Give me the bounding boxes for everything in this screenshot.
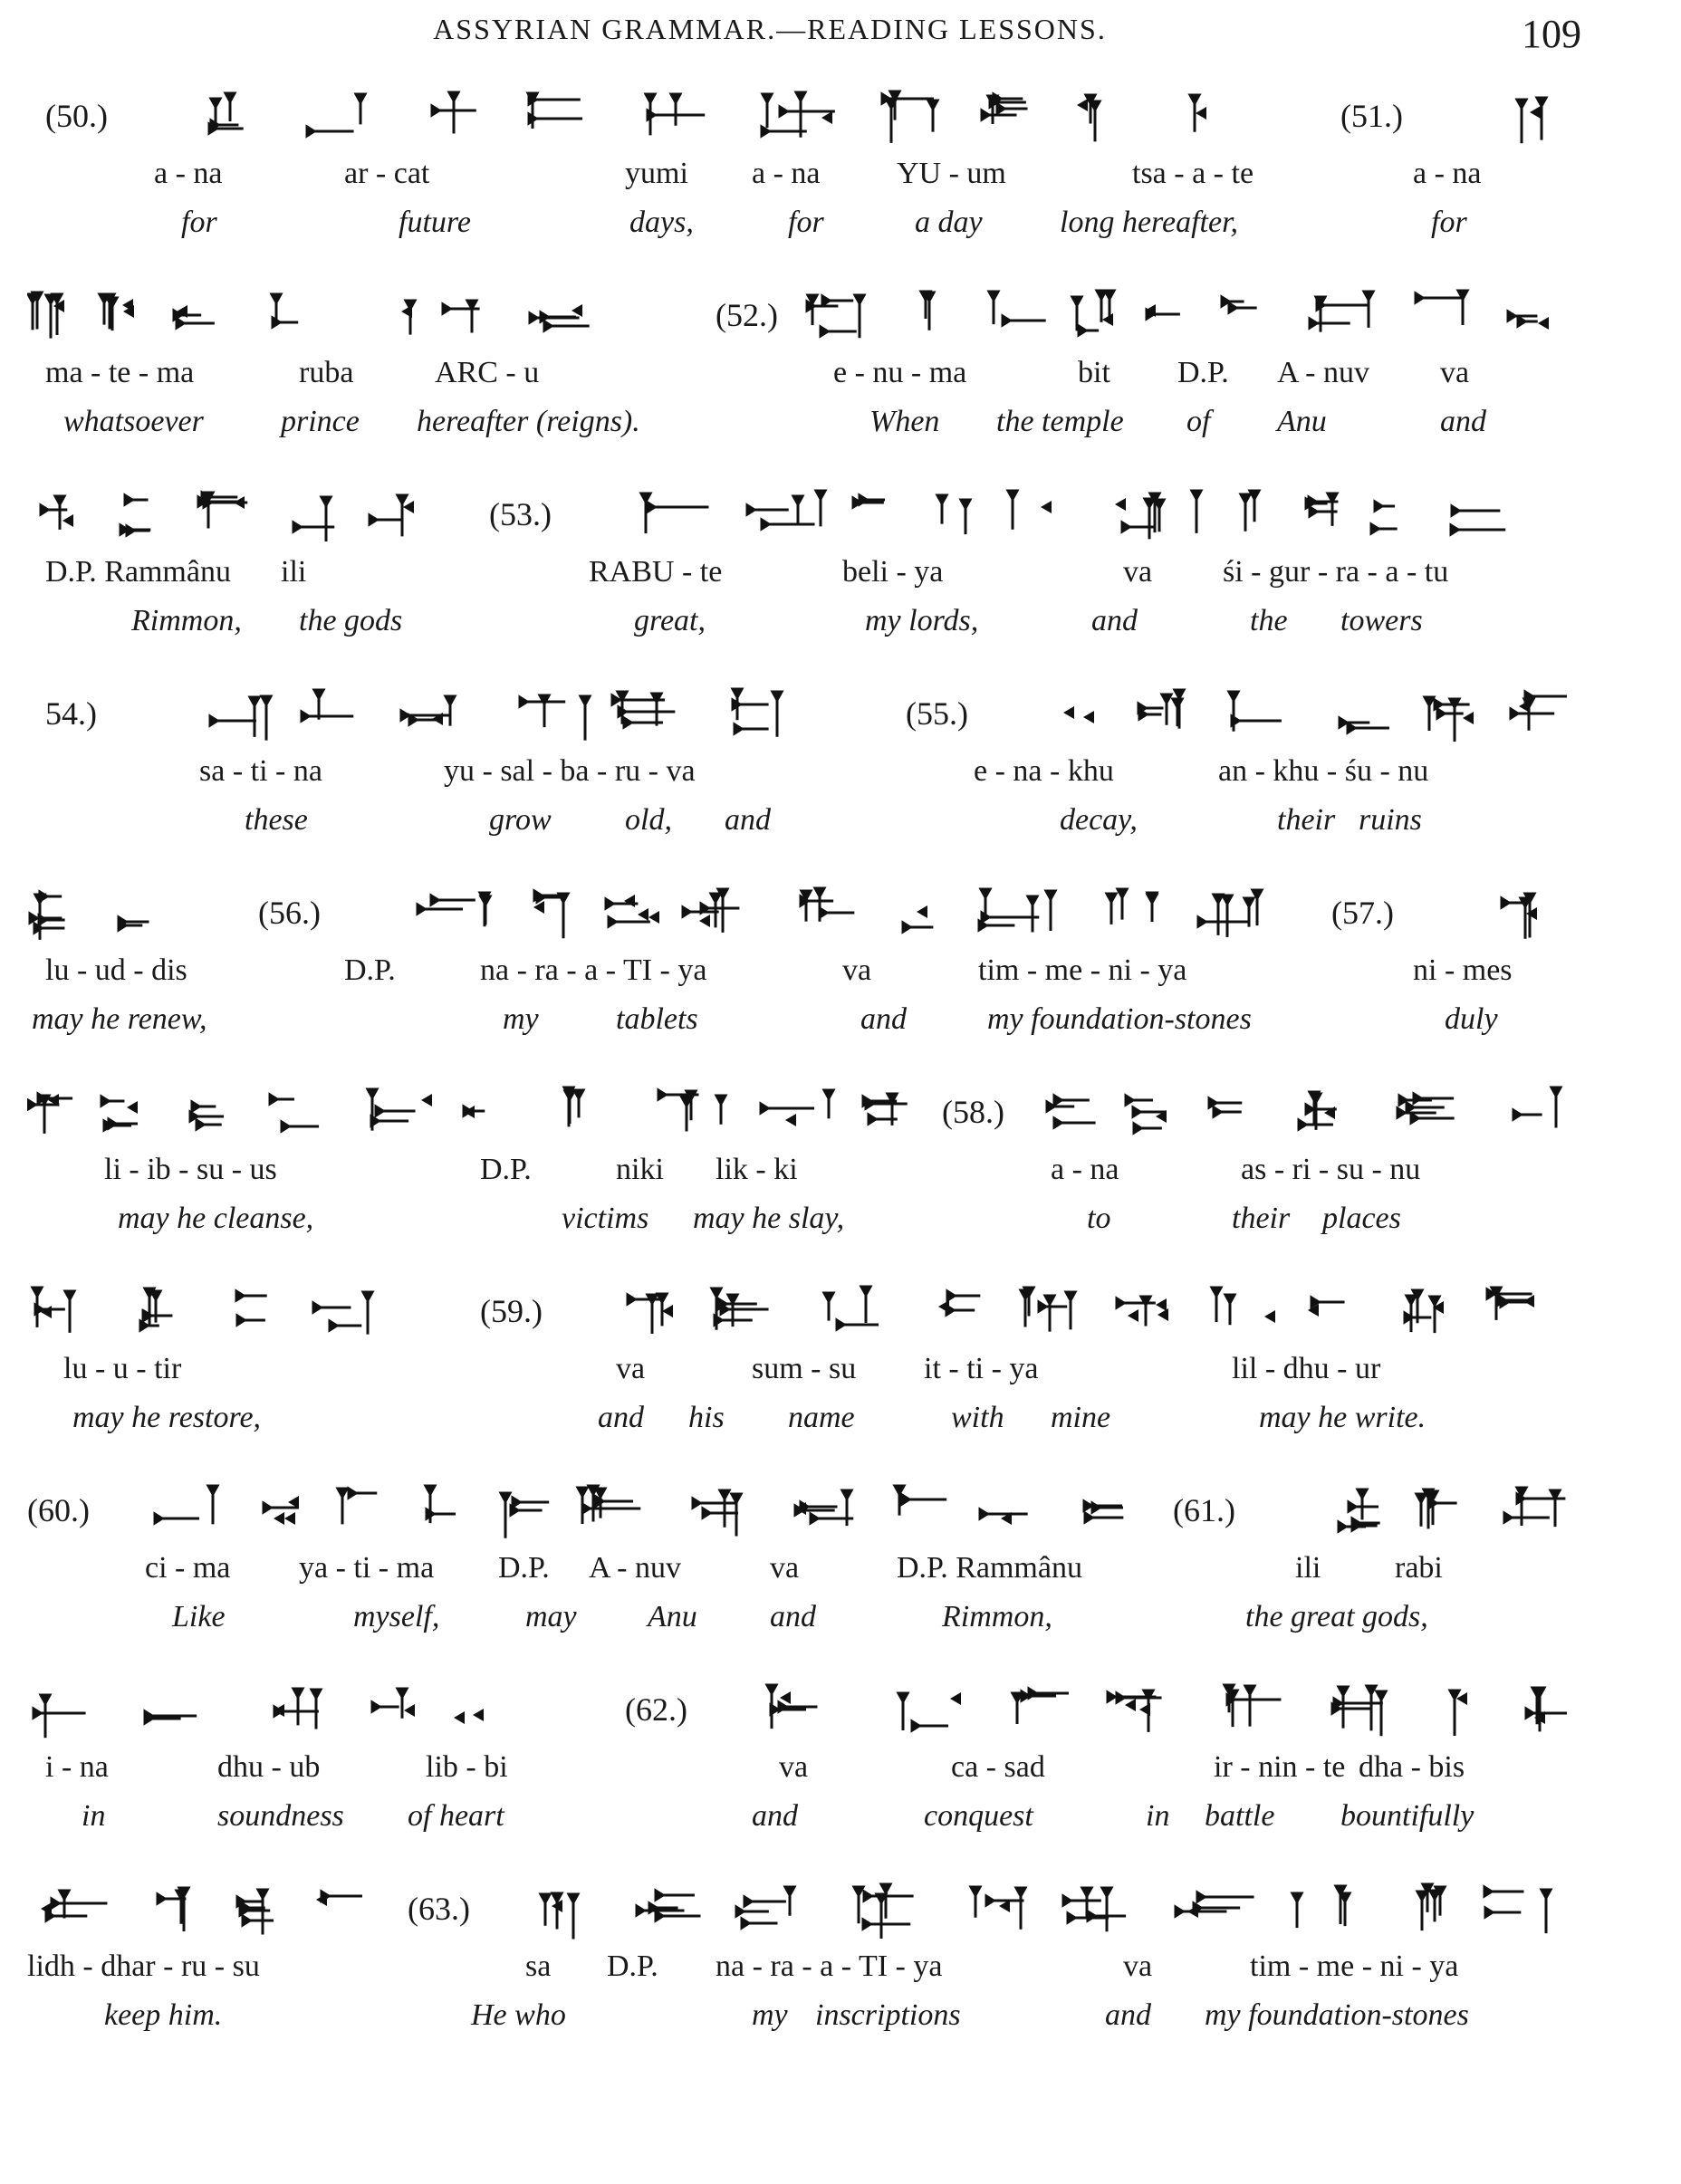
transliteration-word: ci - ma bbox=[145, 1551, 231, 1585]
translation-row bbox=[27, 604, 1567, 658]
transliteration-word: sum - su bbox=[752, 1352, 857, 1385]
translation-word: places bbox=[1322, 1202, 1401, 1235]
translation-word: my foundation-stones bbox=[1205, 1998, 1469, 2032]
transliteration-word: A - nuv bbox=[1277, 356, 1369, 389]
translation-word: may bbox=[525, 1600, 577, 1633]
transliteration-row bbox=[27, 754, 1567, 809]
translation-word: and bbox=[860, 1002, 907, 1036]
translation-row bbox=[27, 1799, 1567, 1854]
transliteration-word: ir - nin - te bbox=[1214, 1750, 1346, 1784]
cuneiform-row bbox=[27, 285, 1567, 358]
translation-word: the gods bbox=[299, 604, 403, 637]
translation-word: the great gods, bbox=[1245, 1600, 1428, 1633]
translation-word: and bbox=[1105, 1998, 1151, 2032]
translation-word: myself, bbox=[353, 1600, 440, 1633]
transliteration-row bbox=[27, 1551, 1567, 1605]
translation-word: in bbox=[82, 1799, 106, 1833]
line-number: (52.) bbox=[716, 297, 778, 333]
transliteration-word: lidh - dhar - ru - su bbox=[27, 1949, 260, 1983]
translation-word: of heart bbox=[408, 1799, 504, 1833]
translation-row bbox=[27, 1002, 1567, 1057]
transliteration-word: va bbox=[616, 1352, 646, 1385]
transliteration-word: lik - ki bbox=[716, 1153, 798, 1186]
transliteration-word: na - ra - a - TI - ya bbox=[480, 953, 707, 987]
translation-word: duly bbox=[1445, 1002, 1498, 1036]
transliteration-word: yu - sal - ba - ru - va bbox=[444, 754, 696, 788]
translation-word: may he write. bbox=[1259, 1401, 1426, 1434]
translation-row bbox=[27, 1998, 1567, 2053]
translation-word: long hereafter, bbox=[1060, 206, 1239, 239]
translation-word: future bbox=[399, 206, 471, 239]
transliteration-word: dha - bis bbox=[1359, 1750, 1465, 1784]
translation-word: with bbox=[951, 1401, 1004, 1434]
cuneiform-row bbox=[27, 1281, 1567, 1354]
transliteration-word: a - na bbox=[154, 157, 223, 190]
text-line-group bbox=[27, 1281, 1567, 1471]
line-number: (62.) bbox=[625, 1691, 687, 1728]
transliteration-word: ili bbox=[281, 555, 307, 589]
translation-word: grow bbox=[489, 803, 552, 837]
transliteration-word: yumi bbox=[625, 157, 688, 190]
translation-word: my bbox=[752, 1998, 788, 2032]
transliteration-word: dhu - ub bbox=[217, 1750, 321, 1784]
translation-word: inscriptions bbox=[815, 1998, 961, 2032]
transliteration-word: A - nuv bbox=[589, 1551, 681, 1585]
transliteration-row bbox=[27, 1352, 1567, 1406]
transliteration-word: a - na bbox=[1051, 1153, 1119, 1186]
transliteration-word: ma - te - ma bbox=[45, 356, 195, 389]
running-head: ASSYRIAN GRAMMAR.—READING LESSONS. bbox=[433, 13, 1107, 45]
cuneiform-script bbox=[27, 1879, 1567, 1944]
line-number: (59.) bbox=[480, 1293, 543, 1329]
transliteration-word: e - nu - ma bbox=[833, 356, 967, 389]
transliteration-word: li - ib - su - us bbox=[104, 1153, 277, 1186]
translation-word: whatsoever bbox=[63, 405, 204, 438]
translation-word: old, bbox=[625, 803, 672, 837]
cuneiform-script bbox=[27, 1680, 1567, 1745]
transliteration-word: va bbox=[842, 953, 872, 987]
transliteration-word: va bbox=[770, 1551, 800, 1585]
transliteration-word: ARC - u bbox=[435, 356, 540, 389]
translation-word: may he restore, bbox=[72, 1401, 262, 1434]
cuneiform-row bbox=[27, 1082, 1567, 1154]
cuneiform-script bbox=[27, 484, 1567, 550]
transliteration-word: D.P. bbox=[607, 1949, 658, 1983]
transliteration-word: a - na bbox=[1413, 157, 1482, 190]
translation-word: conquest bbox=[924, 1799, 1033, 1833]
translation-word: may he renew, bbox=[32, 1002, 207, 1036]
translation-word: for bbox=[788, 206, 824, 239]
cuneiform-script bbox=[27, 1082, 1567, 1147]
transliteration-word: D.P. bbox=[344, 953, 396, 987]
translation-word: ruins bbox=[1359, 803, 1422, 837]
transliteration-word: RABU - te bbox=[589, 555, 723, 589]
transliteration-word: va bbox=[1123, 555, 1153, 589]
line-number: (56.) bbox=[258, 895, 321, 931]
text-line-group bbox=[27, 1082, 1567, 1272]
transliteration-word: ca - sad bbox=[951, 1750, 1045, 1784]
transliteration-word: a - na bbox=[752, 157, 821, 190]
translation-word: may he cleanse, bbox=[118, 1202, 314, 1235]
translation-word: for bbox=[181, 206, 217, 239]
translation-word: my bbox=[503, 1002, 539, 1036]
translation-word: for bbox=[1431, 206, 1467, 239]
translation-row bbox=[27, 405, 1567, 459]
translation-word: may he slay, bbox=[693, 1202, 845, 1235]
transliteration-row bbox=[27, 953, 1567, 1008]
translation-word: and bbox=[1440, 405, 1486, 438]
transliteration-word: e - na - khu bbox=[974, 754, 1114, 788]
translation-word: Rimmon, bbox=[942, 1600, 1052, 1633]
translation-word: towers bbox=[1340, 604, 1423, 637]
translation-word: hereafter (reigns). bbox=[417, 405, 640, 438]
translation-word: in bbox=[1146, 1799, 1170, 1833]
transliteration-word: śi - gur - ra - a - tu bbox=[1223, 555, 1449, 589]
translation-word: mine bbox=[1051, 1401, 1111, 1434]
transliteration-word: lib - bi bbox=[426, 1750, 508, 1784]
translation-word: prince bbox=[281, 405, 360, 438]
cuneiform-script bbox=[27, 1281, 1567, 1346]
line-number: (55.) bbox=[906, 695, 968, 732]
transliteration-word: va bbox=[1440, 356, 1470, 389]
line-number: (50.) bbox=[45, 98, 108, 134]
cuneiform-row bbox=[27, 86, 1567, 158]
transliteration-word: va bbox=[1123, 1949, 1153, 1983]
translation-word: these bbox=[245, 803, 308, 837]
transliteration-word: ya - ti - ma bbox=[299, 1551, 435, 1585]
text-line-group bbox=[27, 285, 1567, 475]
translation-word: Anu bbox=[1277, 405, 1327, 438]
text-line-group bbox=[27, 1680, 1567, 1870]
transliteration-word: D.P. Rammânu bbox=[45, 555, 231, 589]
translation-word: Anu bbox=[648, 1600, 697, 1633]
transliteration-word: sa bbox=[525, 1949, 552, 1983]
cuneiform-script bbox=[27, 684, 1567, 749]
transliteration-word: tim - me - ni - ya bbox=[978, 953, 1187, 987]
cuneiform-script bbox=[27, 86, 1567, 151]
translation-word: battle bbox=[1205, 1799, 1275, 1833]
translation-word: Like bbox=[172, 1600, 226, 1633]
transliteration-word: bit bbox=[1078, 356, 1110, 389]
translation-word: their bbox=[1232, 1202, 1291, 1235]
text-line-group bbox=[27, 1879, 1567, 2069]
transliteration-word: D.P. bbox=[1177, 356, 1229, 389]
line-number: (60.) bbox=[27, 1492, 90, 1528]
line-number: (53.) bbox=[489, 496, 552, 532]
transliteration-word: ni - mes bbox=[1413, 953, 1513, 987]
text-line-group bbox=[27, 86, 1567, 276]
transliteration-word: an - khu - śu - nu bbox=[1218, 754, 1429, 788]
transliteration-word: D.P. bbox=[498, 1551, 550, 1585]
translation-word: keep him. bbox=[104, 1998, 223, 2032]
transliteration-word: tsa - a - te bbox=[1132, 157, 1254, 190]
transliteration-word: it - ti - ya bbox=[924, 1352, 1039, 1385]
translation-row bbox=[27, 1202, 1567, 1256]
text-line-group bbox=[27, 484, 1567, 675]
transliteration-row bbox=[27, 1153, 1567, 1207]
cuneiform-row bbox=[27, 1879, 1567, 1951]
line-number: (51.) bbox=[1340, 98, 1403, 134]
translation-row bbox=[27, 803, 1567, 857]
translation-word: and bbox=[770, 1600, 816, 1633]
cuneiform-script bbox=[27, 285, 1567, 350]
translation-word: soundness bbox=[217, 1799, 344, 1833]
text-line-group bbox=[27, 1480, 1567, 1671]
line-number: (57.) bbox=[1331, 895, 1394, 931]
transliteration-word: as - ri - su - nu bbox=[1241, 1153, 1421, 1186]
line-number: (61.) bbox=[1173, 1492, 1235, 1528]
cuneiform-row bbox=[27, 484, 1567, 557]
cuneiform-row bbox=[27, 1480, 1567, 1553]
translation-word: and bbox=[598, 1401, 644, 1434]
translation-word: He who bbox=[471, 1998, 566, 2032]
translation-row bbox=[27, 1401, 1567, 1455]
transliteration-word: D.P. Rammânu bbox=[897, 1551, 1082, 1585]
transliteration-word: va bbox=[779, 1750, 809, 1784]
translation-word: bountifully bbox=[1340, 1799, 1474, 1833]
translation-row bbox=[27, 1600, 1567, 1654]
translation-word: the temple bbox=[996, 405, 1124, 438]
transliteration-word: sa - ti - na bbox=[199, 754, 322, 788]
translation-word: their bbox=[1277, 803, 1336, 837]
transliteration-word: niki bbox=[616, 1153, 664, 1186]
cuneiform-row bbox=[27, 684, 1567, 756]
transliteration-word: na - ra - a - TI - ya bbox=[716, 1949, 943, 1983]
translation-word: days, bbox=[629, 206, 694, 239]
line-number: 54.) bbox=[45, 695, 97, 732]
cuneiform-row bbox=[27, 1680, 1567, 1752]
translation-word: and bbox=[725, 803, 771, 837]
translation-row bbox=[27, 206, 1567, 260]
translation-word: and bbox=[752, 1799, 798, 1833]
cuneiform-row bbox=[27, 883, 1567, 955]
transliteration-word: YU - um bbox=[897, 157, 1006, 190]
transliteration-row bbox=[27, 356, 1567, 410]
transliteration-word: i - na bbox=[45, 1750, 109, 1784]
translation-word: a day bbox=[915, 206, 983, 239]
translation-word: great, bbox=[634, 604, 706, 637]
cuneiform-script bbox=[27, 1480, 1567, 1546]
page-number: 109 bbox=[1522, 12, 1581, 56]
transliteration-row bbox=[27, 555, 1567, 609]
translation-word: his bbox=[688, 1401, 725, 1434]
translation-word: my lords, bbox=[865, 604, 979, 637]
translation-word: Rimmon, bbox=[131, 604, 242, 637]
transliteration-word: tim - me - ni - ya bbox=[1250, 1949, 1459, 1983]
text-line-group bbox=[27, 883, 1567, 1073]
translation-word: name bbox=[788, 1401, 855, 1434]
translation-word: to bbox=[1087, 1202, 1111, 1235]
line-number: (63.) bbox=[408, 1891, 470, 1927]
transliteration-word: ili bbox=[1295, 1551, 1321, 1585]
transliteration-word: lil - dhu - ur bbox=[1232, 1352, 1381, 1385]
translation-word: victims bbox=[562, 1202, 649, 1235]
translation-word: decay, bbox=[1060, 803, 1138, 837]
transliteration-word: ruba bbox=[299, 356, 354, 389]
translation-word: tablets bbox=[616, 1002, 698, 1036]
translation-word: and bbox=[1091, 604, 1138, 637]
transliteration-row bbox=[27, 1750, 1567, 1805]
line-number: (58.) bbox=[942, 1094, 1004, 1130]
text-line-group bbox=[27, 684, 1567, 874]
transliteration-word: D.P. bbox=[480, 1153, 532, 1186]
transliteration-row bbox=[27, 1949, 1567, 2004]
translation-word: the bbox=[1250, 604, 1288, 637]
translation-word: When bbox=[869, 405, 940, 438]
transliteration-row bbox=[27, 157, 1567, 211]
transliteration-word: rabi bbox=[1395, 1551, 1443, 1585]
transliteration-word: lu - u - tir bbox=[63, 1352, 182, 1385]
transliteration-word: lu - ud - dis bbox=[45, 953, 187, 987]
transliteration-word: beli - ya bbox=[842, 555, 944, 589]
translation-word: of bbox=[1186, 405, 1211, 438]
transliteration-word: ar - cat bbox=[344, 157, 430, 190]
translation-word: my foundation-stones bbox=[987, 1002, 1252, 1036]
